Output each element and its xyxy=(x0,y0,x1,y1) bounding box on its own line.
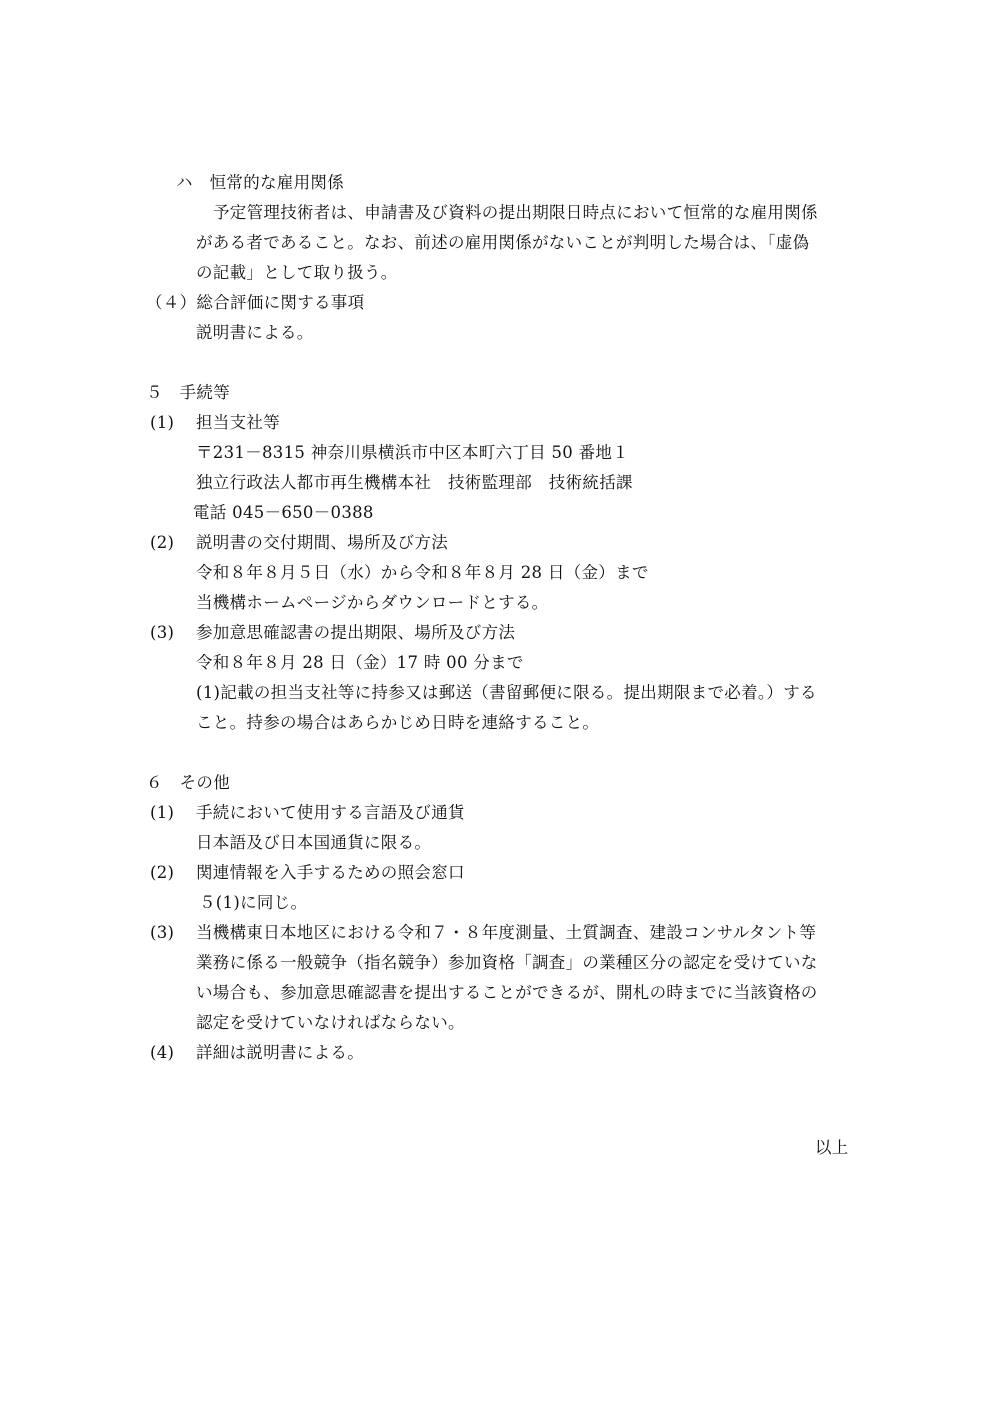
section-6-item-3-line-2: 業務に係る一般競争（指名競争）参加資格「調査」の業種区分の認定を受けていな xyxy=(196,953,818,972)
section-6-item-3-line-4: 認定を受けていなければならない。 xyxy=(196,1013,465,1032)
contact-address: 〒231－8315 神奈川県横浜市中区本町六丁目 50 番地１ xyxy=(196,443,630,462)
contact-organization: 独立行政法人都市再生機構本社 技術監理部 技術統括課 xyxy=(196,473,633,492)
section-ha-heading: ハ 恒常的な雇用関係 xyxy=(176,173,344,192)
section-ha-paragraph-line-3: の記載」として取り扱う。 xyxy=(196,263,398,282)
contact-phone: 電話 045－650－0388 xyxy=(193,503,374,522)
section-5-item-2-label: 説明書の交付期間、場所及び方法 xyxy=(196,533,448,552)
section-6-item-4-number: (4) xyxy=(150,1043,175,1062)
section-6-item-4-body: 詳細は説明書による。 xyxy=(196,1043,364,1062)
distribution-period: 令和８年８月５日（水）から令和８年８月 28 日（金）まで xyxy=(196,563,649,582)
section-4-body: 説明書による。 xyxy=(196,323,314,342)
section-5-item-1-number: (1) xyxy=(150,413,175,432)
section-6-item-3-line-3: い場合も、参加意思確認書を提出することができるが、開札の時までに当該資格の xyxy=(196,983,818,1002)
section-4-heading: （４）総合評価に関する事項 xyxy=(146,293,365,312)
section-5-heading: ５ 手続等 xyxy=(146,383,230,402)
section-5-item-1-label: 担当支社等 xyxy=(196,413,280,432)
section-6-item-1-body: 日本語及び日本国通貨に限る。 xyxy=(196,833,432,852)
section-ha-paragraph-line-1: 予定管理技術者は、申請書及び資料の提出期限日時点において恒常的な雇用関係 xyxy=(213,203,818,222)
section-6-heading: ６ その他 xyxy=(146,773,230,792)
distribution-method: 当機構ホームページからダウンロードとする。 xyxy=(196,593,549,612)
section-6-item-2-number: (2) xyxy=(150,863,175,882)
submission-deadline: 令和８年８月 28 日（金）17 時 00 分まで xyxy=(196,653,524,672)
section-5-item-3-label: 参加意思確認書の提出期限、場所及び方法 xyxy=(196,623,516,642)
section-5-item-3-number: (3) xyxy=(150,623,175,642)
section-6-item-3-number: (3) xyxy=(150,923,175,942)
submission-method-line-2: こと。持参の場合はあらかじめ日時を連絡すること。 xyxy=(196,713,600,732)
section-6-item-2-body: ５(1)に同じ。 xyxy=(199,893,308,912)
section-6-item-1-number: (1) xyxy=(150,803,175,822)
section-ha-paragraph-line-2: がある者であること。なお、前述の雇用関係がないことが判明した場合は、「虚偽 xyxy=(196,233,810,252)
section-6-item-1-label: 手続において使用する言語及び通貨 xyxy=(196,803,465,822)
section-5-item-2-number: (2) xyxy=(150,533,175,552)
section-6-item-3-line-1: 当機構東日本地区における令和７・８年度測量、土質調査、建設コンサルタント等 xyxy=(196,923,817,942)
section-6-item-2-label: 関連情報を入手するための照会窓口 xyxy=(196,863,465,882)
submission-method-line-1: (1)記載の担当支社等に持参又は郵送（書留郵便に限る。提出期限まで必着。）する xyxy=(196,683,817,702)
closing-mark: 以上 xyxy=(815,1138,849,1157)
